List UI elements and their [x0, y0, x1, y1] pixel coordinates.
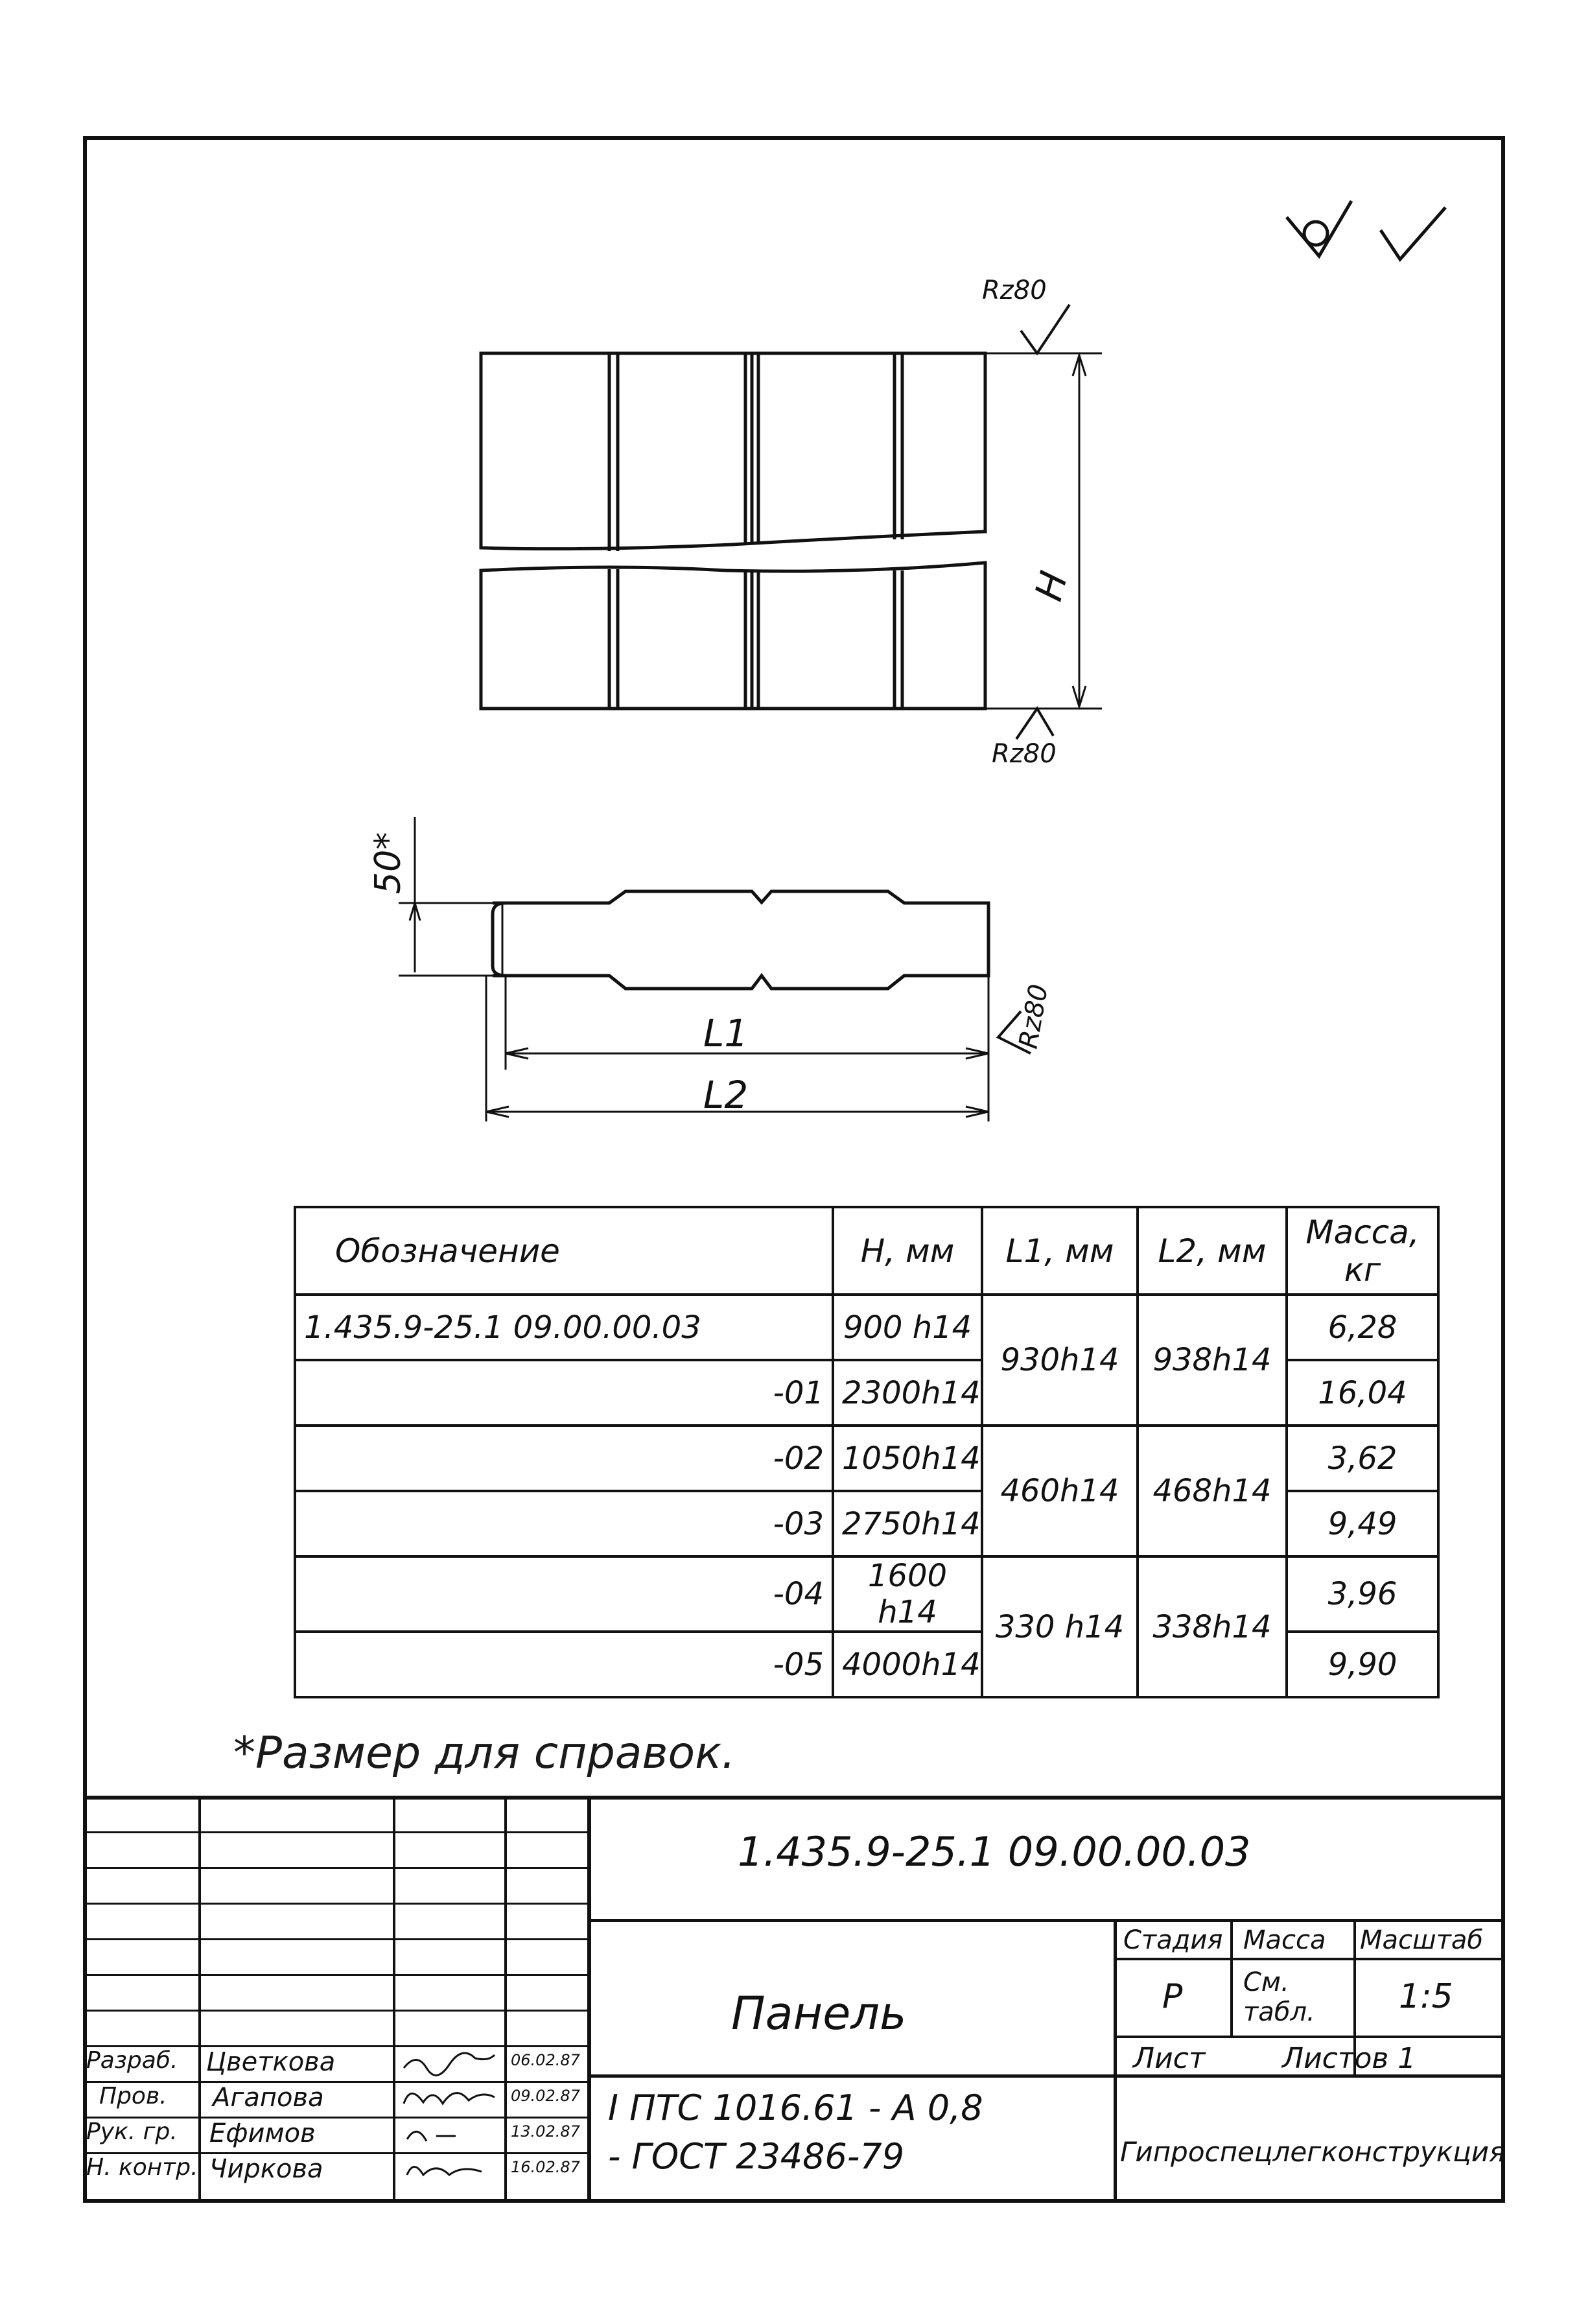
- row-l2: 468h14: [1138, 1426, 1287, 1556]
- height-dimension-label: H: [1026, 567, 1077, 605]
- part-name: Панель: [731, 1987, 907, 2040]
- row-designation: -04: [295, 1556, 833, 1632]
- row-designation: -03: [295, 1491, 833, 1556]
- row-h: 4000h14: [833, 1632, 982, 1697]
- row-l1: 330 h14: [982, 1556, 1138, 1697]
- organization: Гипроспецлегконструкция: [1120, 2136, 1506, 2168]
- row-l2: 338h14: [1138, 1556, 1287, 1697]
- signature-date: 16.02.87: [511, 2158, 580, 2176]
- table-row: [295, 1426, 1438, 1491]
- header-l2: L2, мм: [1138, 1207, 1287, 1295]
- scale-header: Масштаб: [1360, 1925, 1484, 1955]
- roughness-label-section: Rz80: [1013, 981, 1055, 1051]
- sheets-label: Листов 1: [1282, 2042, 1416, 2075]
- header-designation: Обозначение: [295, 1207, 833, 1295]
- row-h: 1600 h14: [833, 1556, 982, 1632]
- l1-dimension-label: L1: [703, 1011, 749, 1055]
- row-designation: -01: [295, 1360, 833, 1426]
- header-l1: L1, мм: [982, 1207, 1138, 1295]
- material-line-1: I ПТС 1016.61 - А 0,8: [608, 2087, 983, 2128]
- mass-header: Масса: [1243, 1925, 1326, 1955]
- stage-value: Р: [1162, 1977, 1183, 2016]
- material-line-2: - ГОСТ 23486-79: [608, 2136, 905, 2177]
- panel-front-view: [481, 305, 1102, 739]
- header-h: H, мм: [833, 1207, 982, 1295]
- handwritten-signatures: [397, 2045, 501, 2201]
- signature-name: Цветкова: [206, 2047, 336, 2077]
- signature-name: Агапова: [213, 2083, 324, 2113]
- row-mass: 3,62: [1287, 1426, 1438, 1491]
- document-code: 1.435.9-25.1 09.00.00.03: [738, 1828, 1251, 1875]
- roughness-label-bottom: Rz80: [992, 739, 1057, 769]
- l2-dimension-label: L2: [703, 1073, 749, 1117]
- row-mass: 16,04: [1287, 1360, 1438, 1426]
- signature-name: Ефимов: [209, 2119, 316, 2148]
- reference-size-note: *Размер для справок.: [233, 1728, 736, 1779]
- row-designation: 1.435.9-25.1 09.00.00.03: [295, 1295, 833, 1360]
- mass-value: См. табл.: [1243, 1967, 1315, 2027]
- row-mass: 6,28: [1287, 1295, 1438, 1360]
- row-l2: 938h14: [1138, 1295, 1287, 1426]
- sheet-label: Лист: [1133, 2042, 1206, 2075]
- signature-date: 09.02.87: [511, 2087, 580, 2105]
- row-mass: 9,49: [1287, 1491, 1438, 1556]
- signature-role: Н. контр.: [86, 2154, 198, 2181]
- row-h: 2750h14: [833, 1491, 982, 1556]
- specification-table: [294, 1206, 1440, 1698]
- signature-role: Рук. гр.: [86, 2119, 178, 2145]
- row-l1: 930h14: [982, 1295, 1138, 1426]
- row-h: 1050h14: [833, 1426, 982, 1491]
- row-designation: -02: [295, 1426, 833, 1491]
- title-block: [83, 1796, 1505, 2203]
- signature-date: 13.02.87: [511, 2122, 580, 2141]
- row-mass: 3,96: [1287, 1556, 1438, 1632]
- roughness-label-top: Rz80: [982, 276, 1047, 305]
- signature-role: Разраб.: [86, 2047, 178, 2074]
- table-row: [295, 1295, 1438, 1360]
- table-row: [295, 1556, 1438, 1632]
- row-h: 2300h14: [833, 1360, 982, 1426]
- thickness-dimension-label: 50*: [367, 832, 408, 895]
- signature-role: Пров.: [99, 2083, 167, 2109]
- row-l1: 460h14: [982, 1426, 1138, 1556]
- header-mass: Масса, кг: [1287, 1207, 1438, 1295]
- signature-date: 06.02.87: [511, 2051, 580, 2069]
- surface-finish-symbol: [1287, 201, 1445, 259]
- signature-name: Чиркова: [209, 2154, 323, 2184]
- row-designation: -05: [295, 1632, 833, 1697]
- scale-value: 1:5: [1399, 1977, 1453, 2016]
- row-mass: 9,90: [1287, 1632, 1438, 1697]
- stage-header: Стадия: [1123, 1925, 1223, 1955]
- row-h: 900 h14: [833, 1295, 982, 1360]
